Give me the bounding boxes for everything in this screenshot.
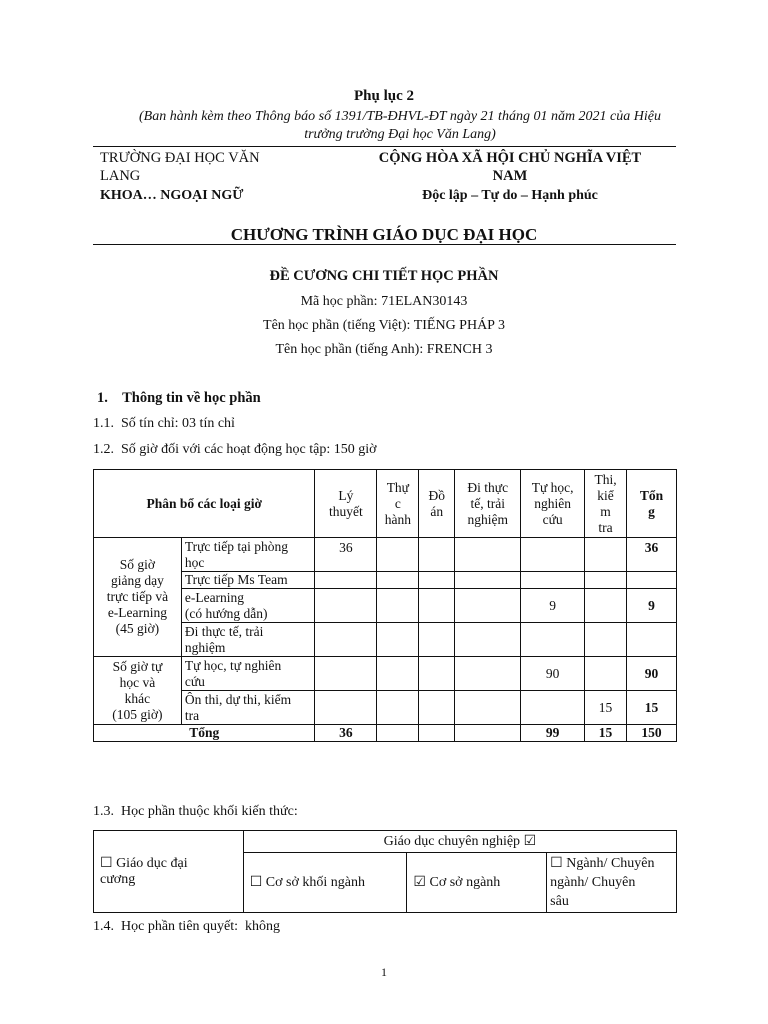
cell-practice (377, 623, 419, 657)
course-code: Mã học phần: 71ELAN30143 (300, 294, 468, 309)
cell-self-study (521, 572, 585, 589)
block-base-checkbox-icon[interactable]: ☐ (249, 874, 263, 890)
total-row (94, 725, 677, 742)
cell-project (419, 623, 455, 657)
table-row (94, 589, 677, 623)
appendix-subtitle-line2: trưởng trường Đại học Văn Lang) (304, 127, 496, 142)
header-total: Tổn g (627, 470, 677, 538)
professional-education-cell (243, 831, 676, 853)
item-knowledge-block: 1.3. Học phần thuộc khối kiến thức: (93, 804, 298, 819)
header-theory: Lý thuyết (315, 470, 377, 538)
header-top-rule (93, 146, 676, 147)
cell-practice (377, 691, 419, 725)
group-direct-teaching: Số giờ giảng dạy trực tiếp và e-Learning (45 giờ) (94, 538, 182, 657)
cell-self-study: 9 (521, 589, 585, 623)
major-label-line3: sâu (550, 894, 569, 909)
cell-theory (315, 657, 377, 691)
total-label: Tổng (94, 725, 315, 742)
professional-checkbox-icon[interactable]: ☑ (523, 833, 537, 849)
cell-field-trip (455, 538, 521, 572)
header-self-study: Tự học, nghiên cứu (521, 470, 585, 538)
appendix-subtitle-line1: (Ban hành kèm theo Thông báo số 1391/TB-ĐHVL-ĐT ngày 21 tháng 01 năm 2021 của Hiệu (139, 109, 661, 124)
cell-self-study (521, 538, 585, 572)
general-education-cell (94, 831, 244, 913)
header-exam: Thi, kiể m tra (585, 470, 627, 538)
general-label-line1: Giáo dục đại (116, 855, 188, 871)
table-row (94, 572, 677, 589)
cell-total: 36 (627, 538, 677, 572)
cell-project (419, 657, 455, 691)
school-name-line1: TRƯỜNG ĐẠI HỌC VĂN (100, 150, 260, 166)
program-title: CHƯƠNG TRÌNH GIÁO DỤC ĐẠI HỌC (230, 225, 538, 244)
general-label-line2: cương (100, 871, 136, 887)
cell-practice (377, 589, 419, 623)
national-motto: Độc lập – Tự do – Hạnh phúc (422, 188, 598, 203)
total-total: 150 (627, 725, 677, 742)
cell-project (419, 691, 455, 725)
group-self-study: Số giờ tự học và khác (105 giờ) (94, 657, 182, 725)
cell-theory (315, 572, 377, 589)
outline-title: ĐỀ CƯƠNG CHI TIẾT HỌC PHẦN (269, 268, 499, 284)
knowledge-table (93, 830, 677, 913)
general-checkbox-icon[interactable]: ☐ (100, 855, 113, 871)
school-name-line2: LANG (100, 168, 141, 184)
course-name-en: Tên học phần (tiếng Anh): FRENCH 3 (275, 342, 493, 357)
cell-theory (315, 589, 377, 623)
total-self-study: 99 (521, 725, 585, 742)
row-label: Ôn thi, dự thi, kiểm tra (181, 691, 315, 725)
cell-self-study: 90 (521, 657, 585, 691)
header-project: Đồ án (419, 470, 455, 538)
item-prerequisite: 1.4. Học phần tiên quyết: không (93, 919, 281, 934)
hours-table (93, 469, 677, 742)
header-practice: Thự c hành (377, 470, 419, 538)
row-label: Trực tiếp tại phòng học (181, 538, 315, 572)
cell-practice (377, 538, 419, 572)
cell-field-trip (455, 623, 521, 657)
cell-project (419, 538, 455, 572)
cell-theory (315, 623, 377, 657)
row-label: e-Learning (có hướng dẫn) (181, 589, 315, 623)
table-row (94, 691, 677, 725)
table-row (94, 657, 677, 691)
cell-exam (585, 572, 627, 589)
cell-exam (585, 657, 627, 691)
total-practice (377, 725, 419, 742)
cell-field-trip (455, 572, 521, 589)
cell-theory: 36 (315, 538, 377, 572)
course-name-vi: Tên học phần (tiếng Việt): TIẾNG PHÁP 3 (263, 318, 505, 333)
table-row (94, 623, 677, 657)
cell-project (419, 572, 455, 589)
faculty-name: KHOA… NGOẠI NGỮ (100, 188, 244, 203)
row-label: Trực tiếp Ms Team (181, 572, 315, 589)
section1-heading: 1. Thông tin về học phần (97, 390, 261, 406)
nation-name-line1: CỘNG HÒA XÃ HỘI CHỦ NGHĨA VIỆT (378, 150, 642, 166)
base-cell (407, 853, 547, 913)
cell-theory (315, 691, 377, 725)
hours-table-header (94, 470, 677, 538)
page-number: 1 (381, 965, 387, 979)
header-field-trip: Đi thực tế, trải nghiệm (455, 470, 521, 538)
cell-field-trip (455, 691, 521, 725)
base-checkbox-icon[interactable]: ☑ (413, 874, 426, 890)
professional-label: Giáo dục chuyên nghiệp (383, 833, 521, 849)
nation-name-line2: NAM (492, 168, 528, 184)
item-hours: 1.2. Số giờ đối với các hoạt động học tập: 150 giờ (93, 442, 377, 457)
cell-field-trip (455, 589, 521, 623)
program-title-rule (93, 244, 676, 245)
base-label: Cơ sở ngành (429, 874, 501, 890)
row-label: Tự học, tự nghiên cứu (181, 657, 315, 691)
major-checkbox-icon[interactable]: ☐ (550, 856, 563, 871)
cell-exam (585, 589, 627, 623)
appendix-title: Phụ lục 2 (353, 88, 414, 104)
cell-self-study (521, 623, 585, 657)
major-label-line2: ngành/ Chuyên (550, 875, 636, 890)
cell-field-trip (455, 657, 521, 691)
total-theory: 36 (315, 725, 377, 742)
cell-self-study (521, 691, 585, 725)
header-allocation: Phân bổ các loại giờ (94, 470, 315, 538)
cell-total (627, 572, 677, 589)
cell-exam: 15 (585, 691, 627, 725)
cell-total: 90 (627, 657, 677, 691)
cell-total: 9 (627, 589, 677, 623)
row-label: Đi thực tế, trải nghiệm (181, 623, 315, 657)
major-label-line1: Ngành/ Chuyên (566, 856, 655, 871)
cell-exam (585, 538, 627, 572)
table-row (94, 538, 677, 572)
cell-total: 15 (627, 691, 677, 725)
cell-practice (377, 572, 419, 589)
major-cell (547, 853, 677, 913)
cell-practice (377, 657, 419, 691)
total-field-trip (455, 725, 521, 742)
total-exam: 15 (585, 725, 627, 742)
cell-total (627, 623, 677, 657)
item-credits: 1.1. Số tín chỉ: 03 tín chỉ (93, 416, 235, 431)
block-base-label: Cơ sở khối ngành (265, 874, 365, 890)
block-base-cell (243, 853, 407, 913)
cell-exam (585, 623, 627, 657)
total-project (419, 725, 455, 742)
cell-project (419, 589, 455, 623)
